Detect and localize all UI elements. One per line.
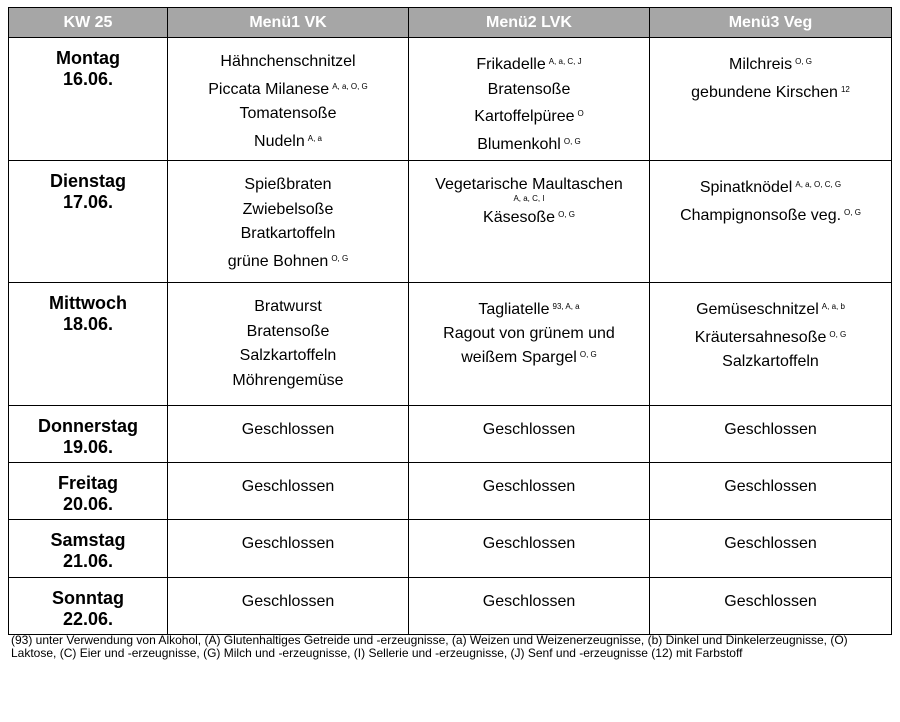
day-name: Freitag xyxy=(57,473,118,493)
day-cell xyxy=(9,406,168,463)
allergen-codes: O, G xyxy=(331,253,349,263)
dish xyxy=(168,50,408,75)
allergen-codes: O, G xyxy=(579,349,597,359)
dish xyxy=(650,173,891,201)
dish-name: Champignonsoße veg. xyxy=(680,206,842,224)
dish-name: Piccata Milanese xyxy=(208,80,330,98)
dish xyxy=(409,295,649,323)
day-cell xyxy=(9,578,168,635)
dish xyxy=(409,323,649,368)
dish-name: Tagliatelle xyxy=(478,301,550,318)
day-name: Dienstag xyxy=(49,171,127,191)
allergen-codes: O, G xyxy=(563,136,581,146)
allergen-codes: A, a, C, J xyxy=(548,57,582,66)
allergen-codes: O, G xyxy=(829,329,847,339)
dish-name: gebundene Kirschen xyxy=(691,83,838,101)
menu2-header: Menü2 LVK xyxy=(409,8,650,38)
dish xyxy=(650,350,891,375)
menu2-cell xyxy=(409,283,650,406)
dish xyxy=(168,127,408,155)
day-name: Donnerstag xyxy=(37,416,138,436)
menu3-cell: Geschlossen xyxy=(650,578,892,635)
dish-name: Bratensoße xyxy=(246,322,330,340)
day-cell xyxy=(9,283,168,406)
weekly-menu-table xyxy=(8,7,892,635)
dish xyxy=(650,201,891,229)
dish xyxy=(409,50,649,78)
dish xyxy=(168,344,408,369)
allergen-codes: A, a, C, I xyxy=(513,193,545,203)
menu2-cell: Geschlossen xyxy=(409,463,650,520)
dish xyxy=(650,50,891,78)
allergen-codes: 93, A, a xyxy=(552,302,580,311)
menu2-cell: Geschlossen xyxy=(409,520,650,578)
week-header: KW 25 xyxy=(9,8,168,38)
dish-name: Blumenkohl xyxy=(477,135,561,153)
menu2-cell xyxy=(409,161,650,283)
allergen-codes: O, G xyxy=(844,207,861,217)
allergen-codes: O, G xyxy=(795,57,812,66)
dish xyxy=(409,102,649,130)
menu1-header: Menü1 VK xyxy=(168,8,409,38)
menu1-cell: Geschlossen xyxy=(168,578,409,635)
menu3-cell xyxy=(650,283,892,406)
menu1-cell xyxy=(168,161,409,283)
dish-name: Ragout von grünem und weißem Spargel xyxy=(443,324,615,366)
dish xyxy=(168,222,408,247)
dish xyxy=(168,295,408,320)
day-row xyxy=(9,406,892,463)
day-name: Montag xyxy=(56,48,120,68)
dish-name: grüne Bohnen xyxy=(227,252,329,270)
dish-name: Gemüseschnitzel xyxy=(696,301,819,318)
dish-name: Spinatknödel xyxy=(699,179,793,196)
day-date: 18.06. xyxy=(62,314,114,334)
menu1-cell: Geschlossen xyxy=(168,463,409,520)
day-row xyxy=(9,38,892,161)
menu3-cell xyxy=(650,38,892,161)
day-date: 19.06. xyxy=(62,437,114,457)
dish xyxy=(650,78,891,106)
dish xyxy=(409,203,649,231)
dish-name: Käsesoße xyxy=(483,208,556,226)
day-cell xyxy=(9,463,168,520)
dish xyxy=(168,102,408,127)
day-row xyxy=(9,283,892,406)
menu2-cell: Geschlossen xyxy=(409,578,650,635)
menu3-cell: Geschlossen xyxy=(650,406,892,463)
allergen-codes: 12 xyxy=(840,84,850,94)
dish-name: Bratwurst xyxy=(254,298,322,315)
menu3-cell xyxy=(650,161,892,283)
day-date: 20.06. xyxy=(62,494,114,514)
dish-name: Salzkartoffeln xyxy=(722,353,819,370)
day-cell xyxy=(9,520,168,578)
menu2-cell xyxy=(409,38,650,161)
dish-name: Zwiebelsoße xyxy=(242,200,334,218)
day-name: Sonntag xyxy=(52,588,124,608)
day-cell xyxy=(9,38,168,161)
menu1-cell: Geschlossen xyxy=(168,520,409,578)
dish-name: Hähnchenschnitzel xyxy=(220,53,356,70)
day-row xyxy=(9,161,892,283)
dish xyxy=(168,198,408,223)
dish xyxy=(409,78,649,103)
day-date: 22.06. xyxy=(62,609,114,629)
day-row xyxy=(9,520,892,578)
dish xyxy=(168,173,408,198)
day-date: 21.06. xyxy=(62,551,114,571)
dish xyxy=(409,130,649,158)
dish xyxy=(168,75,408,103)
allergen-codes: O, G xyxy=(558,209,575,219)
day-row xyxy=(9,463,892,520)
dish-name: Kräutersahnesoße xyxy=(694,328,827,346)
allergen-codes: A, a xyxy=(307,133,322,143)
dish-name: Nudeln xyxy=(254,132,305,150)
dish xyxy=(168,247,408,275)
allergen-codes: A, a, O, C, G xyxy=(795,180,842,189)
dish-name: Möhrengemüse xyxy=(232,371,344,389)
allergen-legend: (93) unter Verwendung von Alkohol, (A) Glutenhaltiges Getreide und -erzeugnisse, (a) Weizen und Weizenerzeugnisse, (b) Dinkel und Dinkelerzeugnisse, (O) Laktose, (C) Eier und -erzeugnisse, (G) Milch und -erzeugnisse, (I) Sellerie und -erzeugnisse, (J) Senf und -erzeugnisse (12) mit Farbstoff xyxy=(11,633,848,661)
dish xyxy=(650,295,891,323)
menu2-cell: Geschlossen xyxy=(409,406,650,463)
dish-name: Tomatensoße xyxy=(239,105,337,122)
header-row xyxy=(9,8,892,38)
dish-name: Bratensoße xyxy=(487,80,571,98)
allergen-codes: A, a, O, G xyxy=(332,81,368,91)
menu1-cell: Geschlossen xyxy=(168,406,409,463)
dish-name: Frikadelle xyxy=(476,56,546,73)
dish xyxy=(168,320,408,345)
day-date: 17.06. xyxy=(62,192,114,212)
dish-name: Milchreis xyxy=(728,56,793,73)
day-row xyxy=(9,578,892,635)
dish-name: Spießbraten xyxy=(244,176,332,193)
menu3-cell: Geschlossen xyxy=(650,463,892,520)
day-date: 16.06. xyxy=(62,69,114,89)
allergen-codes: O xyxy=(577,109,584,118)
dish xyxy=(650,323,891,351)
menu3-header: Menü3 Veg xyxy=(650,8,892,38)
day-name: Samstag xyxy=(50,530,126,550)
dish xyxy=(409,173,649,203)
day-name: Mittwoch xyxy=(49,293,127,313)
menu1-cell xyxy=(168,38,409,161)
dish-name: Kartoffelpüree xyxy=(474,108,575,125)
dish-name: Salzkartoffeln xyxy=(239,347,337,364)
menu1-cell xyxy=(168,283,409,406)
dish-name: Bratkartoffeln xyxy=(240,225,336,242)
menu3-cell: Geschlossen xyxy=(650,520,892,578)
allergen-codes: A, a, b xyxy=(821,302,845,311)
dish-name: Vegetarische Maultaschen xyxy=(435,176,623,193)
dish xyxy=(168,369,408,394)
day-cell xyxy=(9,161,168,283)
